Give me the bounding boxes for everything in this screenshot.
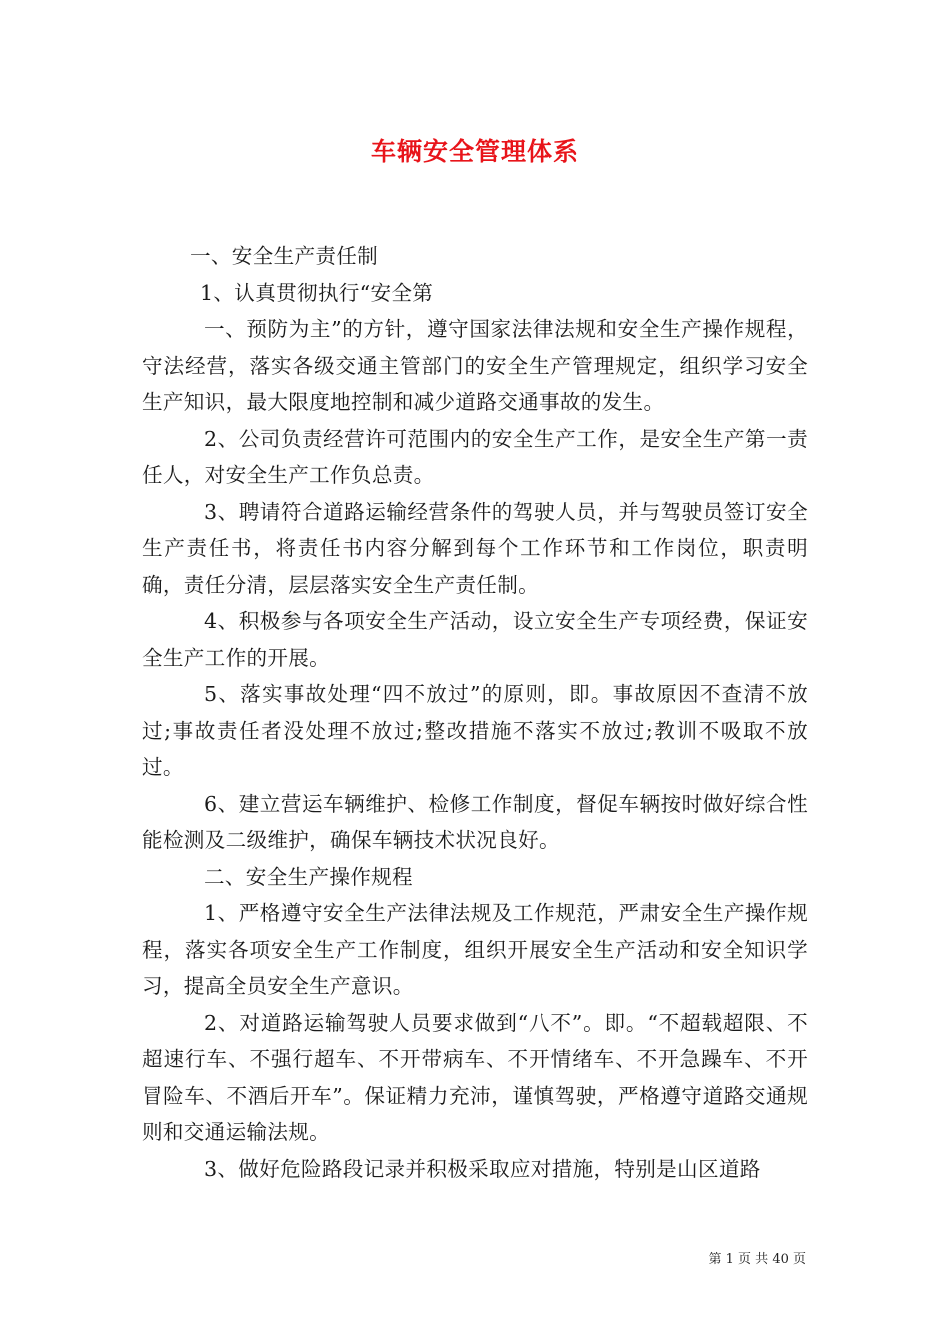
paragraph: 3、做好危险路段记录并积极采取应对措施，特别是山区道路 (204, 1156, 761, 1181)
paragraph: 2、公司负责经营许可范围内的安全生产工作，是安全生产第一责任人，对安全生产工作负总责。 (142, 426, 808, 487)
paragraph: 1、认真贯彻执行“安全第 (200, 280, 434, 305)
document-body (142, 238, 808, 1187)
paragraph: 3、聘请符合道路运输经营条件的驾驶人员，并与驾驶员签订安全生产责任书，将责任书内容分解到每个工作环节和工作岗位，职责明确，责任分清，层层落实安全生产责任制。 (142, 499, 808, 597)
paragraph: 6、建立营运车辆维护、检修工作制度，督促车辆按时做好综合性能检测及二级维护，确保车辆技术状况良好。 (142, 791, 808, 852)
paragraph: 一、预防为主”的方针，遵守国家法律法规和安全生产操作规程，守法经营，落实各级交通主管部门的安全生产管理规定，组织学习安全生产知识，最大限度地控制和减少道路交通事故的发生。 (142, 317, 808, 414)
section-heading-2: 二、安全生产操作规程 (204, 864, 413, 889)
paragraph: 5、落实事故处理“四不放过”的原则，即。事故原因不查清不放过;事故责任者没处理不放过;整改措施不落实不放过;教训不吸取不放过。 (142, 682, 808, 779)
paragraph: 2、对道路运输驾驶人员要求做到“八不”。即。“不超载超限、不超速行车、不强行超车、不开带病车、不开情绪车、不开急躁车、不开冒险车、不酒后开车”。保证精力充沛，谨慎驾驶，严格遵守道路交通规则和交通运输法规。 (142, 1010, 808, 1144)
paragraph: 1、严格遵守安全生产法律法规及工作规范，严肃安全生产操作规程，落实各项安全生产工作制度，组织开展安全生产活动和安全知识学习，提高全员安全生产意识。 (142, 901, 808, 998)
paragraph: 4、积极参与各项安全生产活动，设立安全生产专项经费，保证安全生产工作的开展。 (142, 609, 808, 670)
document-title: 车辆安全管理体系 (370, 137, 579, 166)
page-number: 第 1 页 共 40 页 (708, 1252, 806, 1267)
section-heading-1: 一、安全生产责任制 (190, 244, 379, 268)
